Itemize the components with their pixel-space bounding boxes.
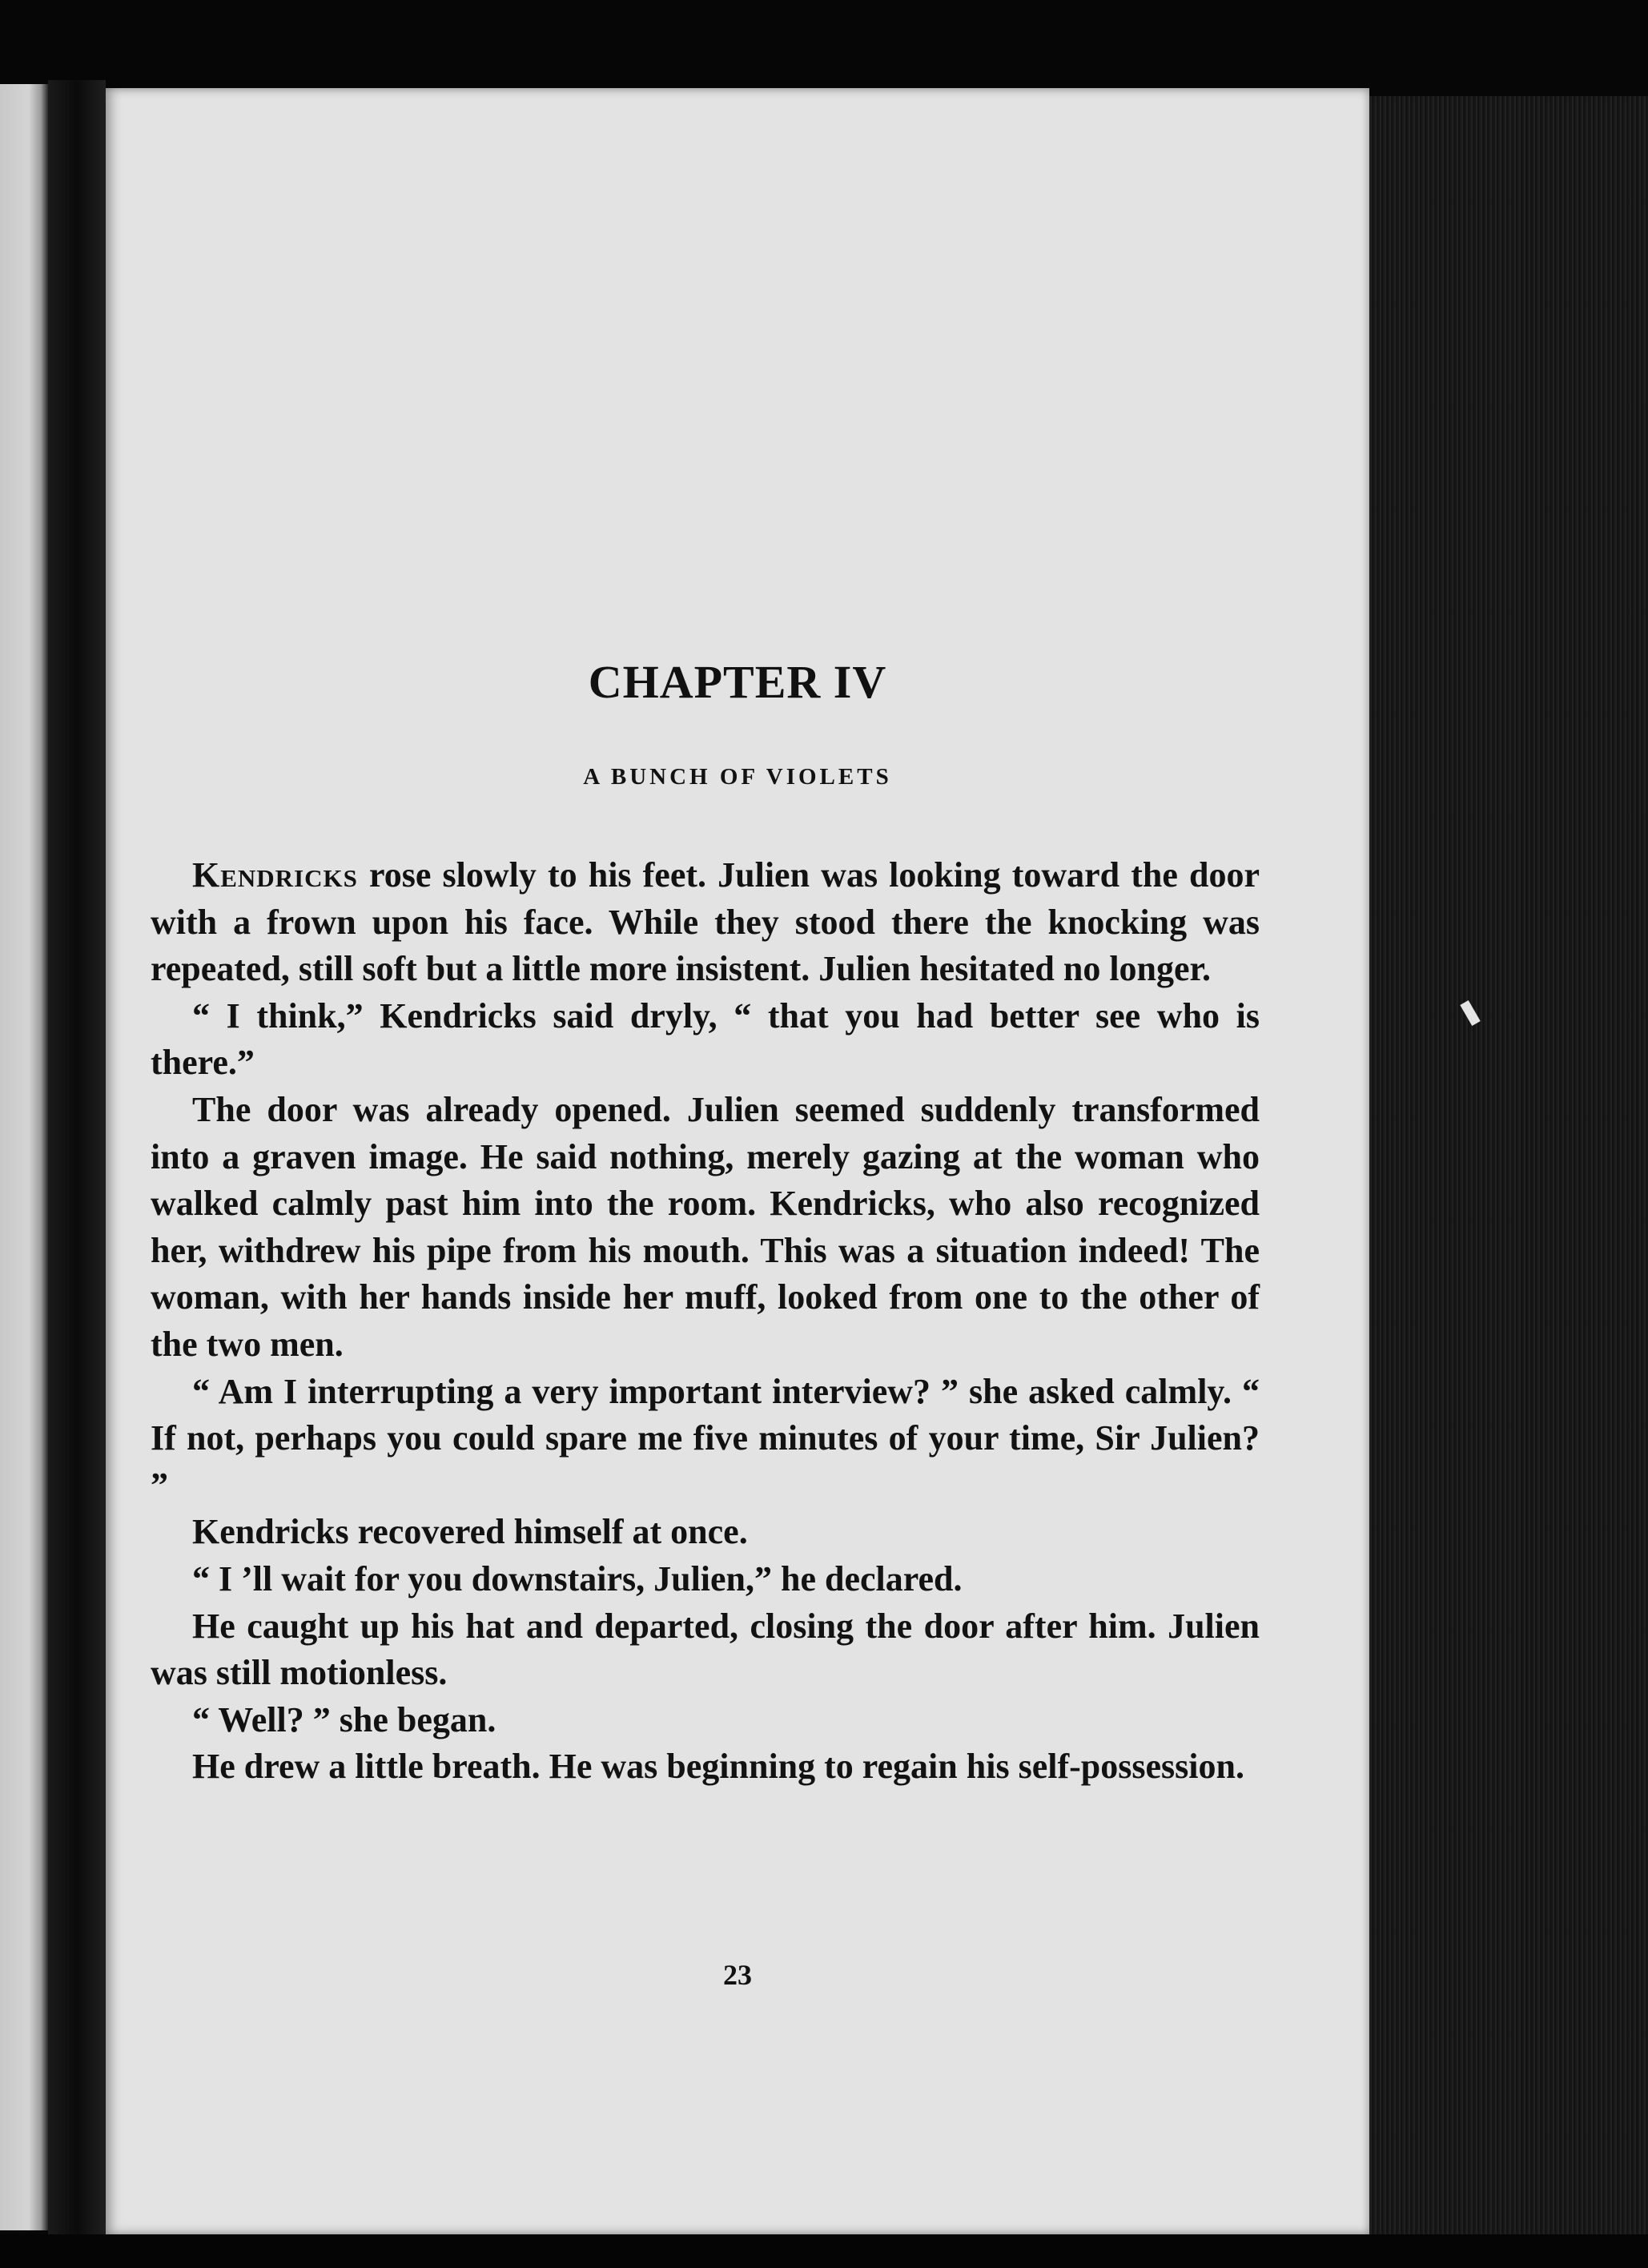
paragraph: Kendricks recovered himself at once. [192,1512,748,1552]
body-text [151,852,1260,1791]
paragraph: “ I ’ll wait for you downstairs, Julien,” he declared. [192,1558,963,1598]
scan-top-shadow [0,0,1648,90]
paragraph: “ Am I interrupting a very important interview? ” she asked calmly. “ If not, perhaps you could spare me five minutes of your time, Sir Julien? ” [151,1371,1260,1505]
chapter-title: CHAPTER IV [588,656,887,708]
page-number: 23 [723,1959,752,1991]
book-page [106,88,1369,2234]
chapter-subtitle: A BUNCH OF VIOLETS [583,764,892,790]
paragraph-text: rose slowly to his feet. Julien was looking toward the door with a frown upon his face. While they stood there the knocking was repeated, still soft but a little more insistent. Julien hesitated no longer. [151,855,1260,989]
paragraph: He drew a little breath. He was beginning to regain his self-possession. [192,1747,1244,1787]
paragraph: He caught up his hat and departed, closing the door after him. Julien was still motionless. [151,1606,1260,1693]
paragraph-lead-word: Kendricks [192,855,358,895]
facing-page-edge [0,84,48,2230]
paragraph: “ Well? ” she began. [192,1699,496,1739]
paragraph: The door was already opened. Julien seemed suddenly transformed into a graven image. He said nothing, merely gazing at the woman who walked calmly past him into the room. Kendricks, who also recognized her, withdrew his pipe from his mouth. This was a situation indeed! The woman, with her hands inside her muff, looked from one to the other of the two men. [151,1089,1260,1364]
paragraph: “ I think,” Kendricks said dryly, “ that you had better see who is there.” [151,995,1260,1083]
book-gutter [48,80,106,2242]
paragraph [151,852,1260,993]
book-fore-edge [1369,96,1648,2258]
scan-bottom-shadow [0,2234,1648,2268]
